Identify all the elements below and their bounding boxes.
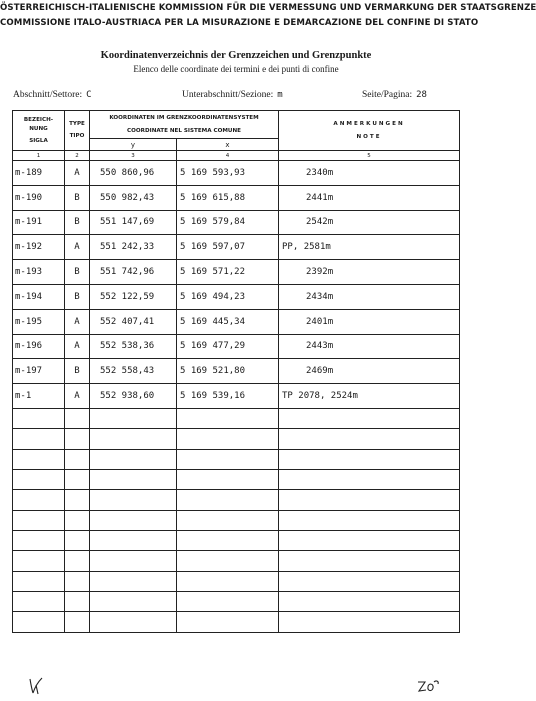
tipo-cell: B <box>65 185 90 210</box>
tipo-cell: A <box>65 235 90 260</box>
table-row <box>13 185 460 210</box>
commission-header-german: ÖSTERREICHISCH-ITALIENISCHE KOMMISSION FÜR DIE VERMESSUNG UND VERMARKUNG DER STAATSGRENZE <box>0 3 536 13</box>
tipo-cell: A <box>65 309 90 334</box>
header-sigla-line1: BEZEICH- <box>23 116 54 123</box>
header-sigla <box>13 111 65 151</box>
note-cell: 2392m <box>279 260 460 285</box>
x-cell: 5 169 494,23 <box>177 284 279 309</box>
y-cell: 552 938,60 <box>90 384 177 409</box>
coordinates-table <box>12 110 460 633</box>
x-cell: 5 169 579,84 <box>177 210 279 235</box>
table-row <box>13 359 460 384</box>
x-cell: 5 169 597,07 <box>177 235 279 260</box>
table-row <box>13 260 460 285</box>
header-y: y <box>90 139 177 151</box>
empty-row <box>13 571 460 591</box>
x-cell: 5 169 593,93 <box>177 161 279 186</box>
note-cell: PP, 2581m <box>279 235 460 260</box>
table-row <box>13 210 460 235</box>
page-value: 28 <box>416 90 427 100</box>
sigla-cell: m-192 <box>13 235 65 260</box>
empty-row <box>13 490 460 510</box>
x-cell: 5 169 615,88 <box>177 185 279 210</box>
note-cell: 2443m <box>279 334 460 359</box>
y-cell: 551 242,33 <box>90 235 177 260</box>
left-signature-mark <box>28 676 48 696</box>
y-cell: 552 558,43 <box>90 359 177 384</box>
empty-row <box>13 408 460 428</box>
sigla-cell: m-189 <box>13 161 65 186</box>
y-cell: 551 147,69 <box>90 210 177 235</box>
y-cell: 552 407,41 <box>90 309 177 334</box>
table-row <box>13 334 460 359</box>
empty-row <box>13 531 460 551</box>
header-notes-line2: NOTE <box>356 133 382 140</box>
section-field <box>13 90 92 100</box>
empty-row <box>13 592 460 612</box>
header-coordinates <box>90 111 279 139</box>
y-cell: 552 538,36 <box>90 334 177 359</box>
header-tipo-line1: TYPE <box>69 121 85 127</box>
subsection-field <box>182 90 283 100</box>
empty-row <box>13 449 460 469</box>
tipo-cell: B <box>65 359 90 384</box>
tipo-cell: A <box>65 384 90 409</box>
header-sigla-line3: SIGLA <box>29 137 48 144</box>
empty-row <box>13 612 460 632</box>
x-cell: 5 169 445,34 <box>177 309 279 334</box>
commission-header-italian: COMMISSIONE ITALO-AUSTRIACA PER LA MISURAZIONE E DEMARCAZIONE DEL CONFINE DI STATO <box>0 18 479 28</box>
sigla-cell: m-1 <box>13 384 65 409</box>
header-tipo <box>65 111 90 151</box>
empty-row <box>13 429 460 449</box>
empty-row <box>13 551 460 571</box>
y-cell: 551 742,96 <box>90 260 177 285</box>
note-cell: 2441m <box>279 185 460 210</box>
column-number-row <box>13 151 460 161</box>
header-sigla-line2: NUNG <box>29 125 48 132</box>
sigla-cell: m-191 <box>13 210 65 235</box>
y-cell: 552 122,59 <box>90 284 177 309</box>
sigla-cell: m-194 <box>13 284 65 309</box>
document-title-italian: Elenco delle coordinate dei termini e dei punti di confine <box>133 64 339 74</box>
section-value: C <box>86 90 92 100</box>
page-label: Seite/Pagina: <box>362 90 413 100</box>
x-cell: 5 169 521,80 <box>177 359 279 384</box>
table-row <box>13 384 460 409</box>
note-cell: 2434m <box>279 284 460 309</box>
subsection-label: Unterabschnitt/Sezione: <box>182 90 274 100</box>
page-field <box>362 90 427 100</box>
note-cell: TP 2078, 2524m <box>279 384 460 409</box>
table-row <box>13 309 460 334</box>
tipo-cell: B <box>65 260 90 285</box>
sigla-cell: m-190 <box>13 185 65 210</box>
table-header-row <box>13 111 460 139</box>
note-cell: 2469m <box>279 359 460 384</box>
column-number-1: 1 <box>13 151 65 161</box>
empty-row <box>13 470 460 490</box>
right-signature-mark <box>416 678 442 694</box>
tipo-cell: A <box>65 334 90 359</box>
x-cell: 5 169 477,29 <box>177 334 279 359</box>
header-notes <box>279 111 460 151</box>
header-x: x <box>177 139 279 151</box>
y-cell: 550 982,43 <box>90 185 177 210</box>
column-number-4: 4 <box>177 151 279 161</box>
y-cell: 550 860,96 <box>90 161 177 186</box>
header-coordinates-line1: KOORDINATEN IM GRENZKOORDINATENSYSTEM <box>109 114 259 121</box>
note-cell: 2401m <box>279 309 460 334</box>
document-title-german: Koordinatenverzeichnis der Grenzzeichen und Grenzpunkte <box>100 50 372 61</box>
header-coordinates-line2: COORDINATE NEL SISTEMA COMUNE <box>127 127 241 134</box>
section-label: Abschnitt/Settore: <box>13 90 83 100</box>
x-cell: 5 169 539,16 <box>177 384 279 409</box>
note-cell: 2542m <box>279 210 460 235</box>
sigla-cell: m-195 <box>13 309 65 334</box>
empty-row <box>13 510 460 530</box>
header-tipo-line2: TIPO <box>69 133 85 139</box>
table-row <box>13 235 460 260</box>
column-number-2: 2 <box>65 151 90 161</box>
tipo-cell: A <box>65 161 90 186</box>
tipo-cell: B <box>65 284 90 309</box>
header-notes-line1: ANMERKUNGEN <box>333 120 405 127</box>
column-number-5: 5 <box>279 151 460 161</box>
x-cell: 5 169 571,22 <box>177 260 279 285</box>
table-row <box>13 284 460 309</box>
column-number-3: 3 <box>90 151 177 161</box>
table-row <box>13 161 460 186</box>
sigla-cell: m-193 <box>13 260 65 285</box>
tipo-cell: B <box>65 210 90 235</box>
sigla-cell: m-196 <box>13 334 65 359</box>
subsection-value: m <box>277 90 283 100</box>
note-cell: 2340m <box>279 161 460 186</box>
sigla-cell: m-197 <box>13 359 65 384</box>
